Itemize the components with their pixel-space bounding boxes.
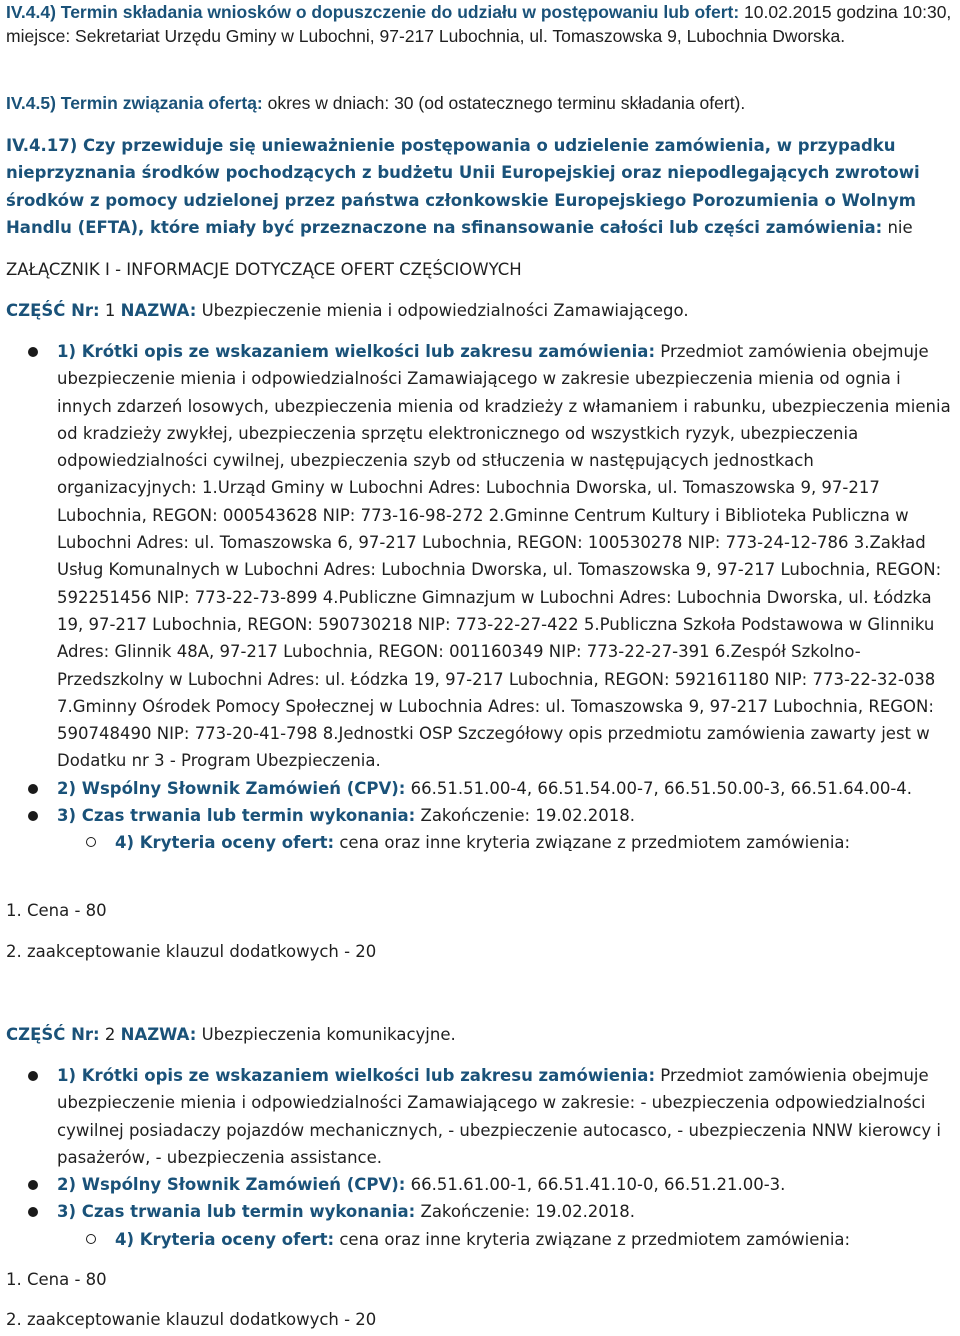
part-2-nazwa-label: NAZWA: bbox=[120, 1025, 197, 1044]
part-1-number: 1 bbox=[104, 301, 116, 320]
part-2-term-value: Zakończenie: 19.02.2018. bbox=[420, 1202, 636, 1222]
part-2-criterion-2: 2. zaakceptowanie klauzul dodatkowych - 20 bbox=[6, 1310, 377, 1329]
part-1-czesc-label: CZĘŚĆ Nr: bbox=[6, 301, 100, 320]
iv-4-17-value: nie bbox=[887, 217, 913, 237]
section-iv-4-17 bbox=[6, 132, 954, 241]
iv-4-4-value: 10.02.2015 godzina 10:30, miejsce: Sekretariat Urzędu Gminy w Lubochni, 97-217 Lubochnia, ul. Tomaszowska 9, Lubochnia Dworska. bbox=[6, 2, 952, 46]
part-2-header bbox=[6, 1021, 954, 1048]
part-1-criteria-value: cena oraz inne kryteria związane z przedmiotem zamówienia: bbox=[339, 833, 851, 853]
section-iv-4-4 bbox=[6, 0, 954, 48]
annex-title: ZAŁĄCZNIK I - INFORMACJE DOTYCZĄCE OFERT CZĘŚCIOWYCH bbox=[6, 260, 522, 279]
part-2-criteria-label: 4) Kryteria oceny ofert: bbox=[115, 1229, 335, 1249]
part-1-name: Ubezpieczenie mienia i odpowiedzialności Zamawiającego. bbox=[201, 301, 689, 320]
part-1-term-value: Zakończenie: 19.02.2018. bbox=[420, 806, 636, 826]
part-1-nazwa-label: NAZWA: bbox=[120, 301, 197, 320]
part-2-name: Ubezpieczenia komunikacyjne. bbox=[201, 1025, 456, 1044]
part-1-cpv-label: 2) Wspólny Słownik Zamówień (CPV): bbox=[57, 778, 406, 798]
part-1-details bbox=[6, 338, 954, 857]
part-2-czesc-label: CZĘŚĆ Nr: bbox=[6, 1025, 100, 1044]
iv-4-17-label: IV.4.17) Czy przewiduje się unieważnienie postępowania o udzielenie zamówienia, w przypadku nieprzyznania środków pochodzących z budżetu Unii Europejskiej oraz niepodlegających zwrotowi środków z pomocy udzielonej przez państwa członkowskie Europejskiego Porozumienia o Wolnym Handlu (EFTA), które miały być przeznaczone na sfinansowanie całości lub części zamówienia: bbox=[6, 136, 920, 237]
part-2-cpv-label: 2) Wspólny Słownik Zamówień (CPV): bbox=[57, 1175, 406, 1195]
part-2-criteria-value: cena oraz inne kryteria związane z przedmiotem zamówienia: bbox=[339, 1229, 851, 1249]
part-1-description bbox=[6, 338, 954, 775]
part-1-cpv-value: 66.51.51.00-4, 66.51.54.00-7, 66.51.50.00-3, 66.51.64.00-4. bbox=[410, 778, 913, 798]
part-2-cpv bbox=[6, 1171, 954, 1198]
part-1-term-label: 3) Czas trwania lub termin wykonania: bbox=[57, 806, 416, 826]
part-2-item-list bbox=[6, 1062, 954, 1226]
part-1-header bbox=[6, 297, 954, 324]
part-2-desc-value: Przedmiot zamówienia obejmuje ubezpieczenie mienia i odpowiedzialności Zamawiającego w zakresie: - ubezpieczenia odpowiedzialności cywilnej posiadaczy pojazdów mechanicznych, - ubezpieczenie autocasco, - ubezpieczenia NNW kierowcy i pasażerów, - ubezpieczenia assistance. bbox=[57, 1066, 941, 1167]
iv-4-4-label: IV.4.4) Termin składania wniosków o dopuszczenie do udziału w postępowaniu lub ofert: bbox=[6, 2, 740, 22]
part-2-criterion-1: 1. Cena - 80 bbox=[6, 1270, 107, 1289]
part-2-cpv-value: 66.51.61.00-1, 66.51.41.10-0, 66.51.21.00-3. bbox=[410, 1175, 786, 1195]
part-2-number: 2 bbox=[104, 1025, 116, 1044]
part-2-desc-label: 1) Krótki opis ze wskazaniem wielkości lub zakresu zamówienia: bbox=[57, 1066, 656, 1085]
part-1-term bbox=[6, 802, 954, 829]
part-2-criteria bbox=[6, 1226, 954, 1253]
part-1-criteria-label: 4) Kryteria oceny ofert: bbox=[115, 833, 335, 853]
part-1-cpv bbox=[6, 775, 954, 802]
part-2-details bbox=[6, 1062, 954, 1253]
part-1-criteria bbox=[6, 829, 954, 856]
section-iv-4-5 bbox=[6, 91, 954, 115]
iv-4-5-label: IV.4.5) Termin związania ofertą: bbox=[6, 93, 263, 113]
part-2-term bbox=[6, 1198, 954, 1225]
part-1-desc-label: 1) Krótki opis ze wskazaniem wielkości lub zakresu zamówienia: bbox=[57, 342, 656, 361]
part-2-term-label: 3) Czas trwania lub termin wykonania: bbox=[57, 1202, 416, 1222]
part-1-desc-value: Przedmiot zamówienia obejmuje ubezpieczenie mienia i odpowiedzialności Zamawiającego w zakresie ubezpieczenia mienia od ognia i innych zdarzeń losowych, ubezpieczenia mienia od kradzieży z włamaniem i rabunku, ubezpieczenia mienia od kradzieży zwykłej, ubezpieczenia sprzętu elektronicznego od wszystkich ryzyk, ubezpieczenia odpowiedzialności cywilnej, ubezpieczenia szyb od stłuczenia w następujących jednostkach organizacyjnych: 1.Urząd Gminy w Lubochni Adres: Lubochnia Dworska, ul. Tomaszowska 9, 97-217 Lubochnia, REGON: 000543628 NIP: 773-16-98-272 2.Gminne Centrum Kultury i Biblioteka Publiczna w Lubochni Adres: ul. Tomaszowska 6, 97-217 Lubochnia, REGON: 100530278 NIP: 773-24-12-786 3.Zakład Usług Komunalnych w Lubochni Adres: Lubochnia Dworska, ul. Tomaszowska 9, 97-217 Lubochnia, REGON: 592251456 NIP: 773-22-73-899 4.Publiczne Gimnazjum w Lubochni Adres: Lubochnia Dworska, ul. Łódzka 19, 97-217 Lubochnia, REGON: 590730218 NIP: 773-22-27-422 5.Publiczna Szkoła Podstawowa w Glinniku Adres: Glinnik 48A, 97-217 Lubochnia, REGON: 001160349 NIP: 773-22-27-391 6.Zespół Szkolno-Przedszkolny w Lubochni Adres: ul. Łódzka 19, 97-217 Lubochnia, REGON: 592161180 NIP: 773-22-32-038 7.Gminny Ośrodek Pomocy Społecznej w Lubochnia Adres: ul. Tomaszowska 9, 97-217 Lubochnia, REGON: 590748490 NIP: 773-20-41-798 8.Jednostki OSP Szczegółowy opis przedmiotu zamówienia zawarty jest w Dodatku nr 3 - Program Ubezpieczenia. bbox=[57, 342, 951, 771]
part-2-description bbox=[6, 1062, 954, 1171]
part-1-criterion-1: 1. Cena - 80 bbox=[6, 901, 107, 920]
part-1-criterion-2: 2. zaakceptowanie klauzul dodatkowych - 20 bbox=[6, 942, 377, 961]
part-1-item-list bbox=[6, 338, 954, 829]
iv-4-5-value: okres w dniach: 30 (od ostatecznego terminu składania ofert). bbox=[267, 93, 746, 113]
